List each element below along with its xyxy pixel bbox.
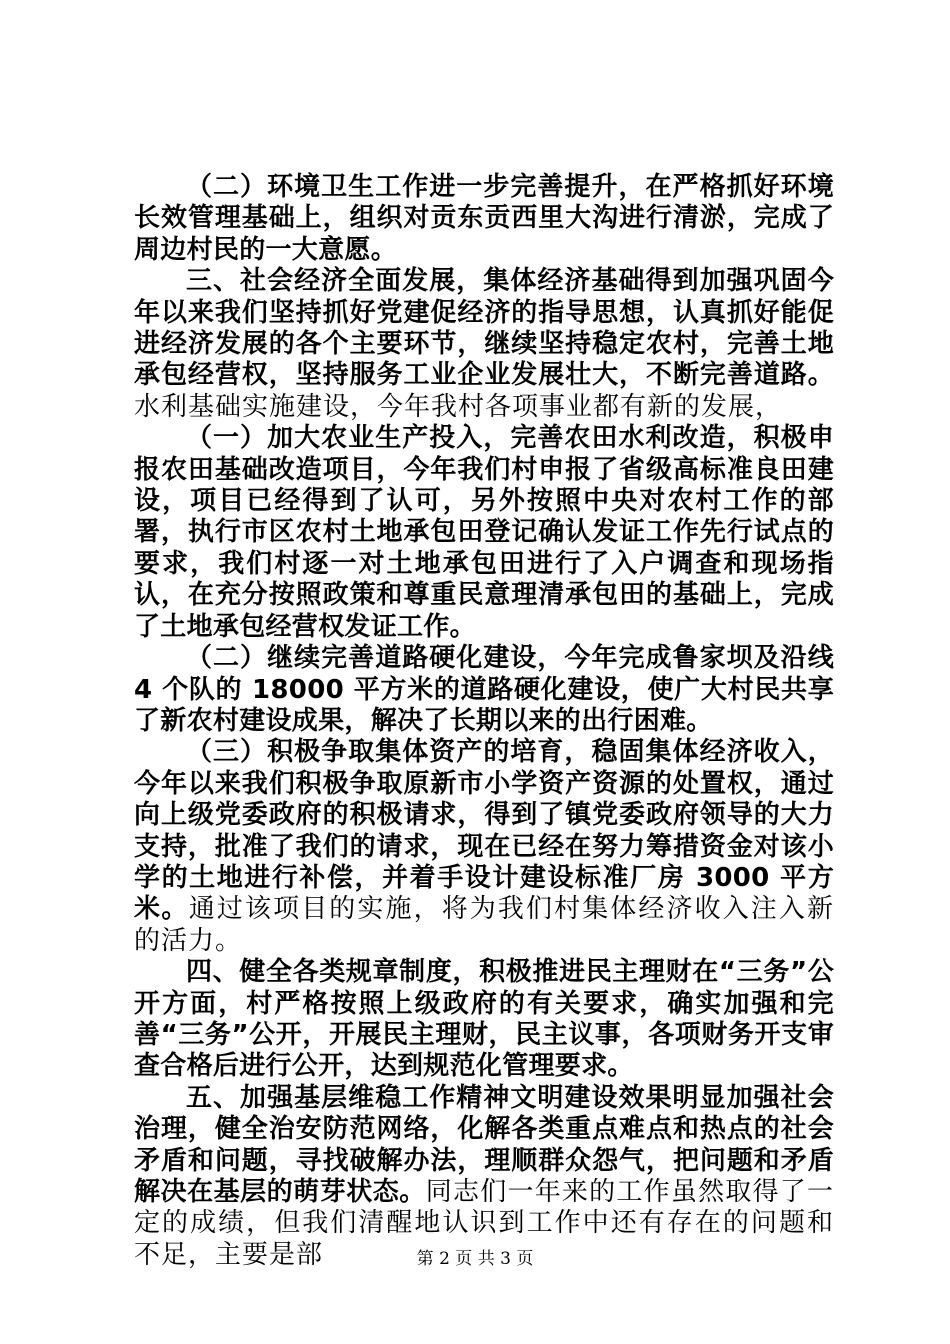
paragraph-text: 四、健全各类规章制度，积极推进民主理财在“三务”公开方面，村严格按照上级政府的有关要求，确实加强和完善“三务”公开，开展民主理财，民主议事，各项财务开支审查合格后进行公开，达到规范化管理要求。: [134, 957, 834, 1082]
paragraph-collective-assets: [134, 737, 834, 957]
paragraph-stability: [134, 1083, 834, 1271]
paragraph-text: 三、社会经济全面发展，集体经济基础得到加强巩固今年以来我们坚持抓好党建促经济的指导思想，认真抓好能促进经济发展的各个主要环节，继续坚持稳定农村，完善土地承包经营权，坚持服务工业企业发展壮大，不断完善道路。: [134, 266, 834, 391]
paragraph-tail-text: 通过该项目的实施，将为我们村集体经济收入注入新的活力。: [134, 894, 834, 956]
paragraph-road-hardening: [134, 643, 834, 737]
paragraph-agriculture-investment: [134, 423, 834, 643]
paragraph-text: 五、加强基层维稳工作精神文明建设效果明显加强社会治理，健全治安防范网络，化解各类重点难点和热点的社会矛盾和问题，寻找破解办法，理顺群众怨气，把问题和矛盾解决在基层的萌芽状态。: [134, 1082, 834, 1207]
paragraph-env-hygiene: [134, 172, 834, 266]
paragraph-text: （三）积极争取集体资产的培育，稳固集体经济收入，今年以来我们积极争取原新市小学资产资源的处置权，通过向上级党委政府的积极请求，得到了镇党委政府领导的大力支持，批准了我们的请求，现在已经在努力筹措资金对该小学的土地进行补偿，并着手设计建设标准厂房 3000 平方米。: [134, 737, 834, 925]
paragraph-tail-text: 同志们一年来的工作虽然取得了一定的成绩，但我们清醒地认识到工作中还有存在的问题和不足，主要是部: [134, 1177, 834, 1270]
paragraph-tail-text: 水利基础实施建设，今年我村各项事业都有新的发展，: [134, 391, 783, 422]
paragraph-text: （一）加大农业生产投入，完善农田水利改造，积极申报农田基础改造项目，今年我们村申报了省级高标准良田建设，项目已经得到了认可，另外按照中央对农村工作的部署，执行市区农村土地承包田登记确认发证工作先行试点的要求，我们村逐一对土地承包田进行了入户调查和现场指认，在充分按照政策和尊重民意理清承包田的基础上，完成了土地承包经营权发证工作。: [134, 423, 834, 642]
page-number-footer: 第 2 页 共 3 页: [416, 1249, 534, 1269]
paragraph-text: （二）继续完善道路硬化建设，今年完成鲁家坝及沿线 4 个队的 18000 平方米的道路硬化建设，使广大村民共享了新农村建设成果，解决了长期以来的出行困难。: [134, 643, 834, 736]
document-body: [134, 172, 834, 1271]
paragraph-social-economy: [134, 266, 834, 423]
paragraph-regulations: [134, 957, 834, 1083]
paragraph-text: （二）环境卫生工作进一步完善提升，在严格抓好环境长效管理基础上，组织对贡东贡西里大沟进行清淤，完成了周边村民的一大意愿。: [134, 172, 834, 265]
